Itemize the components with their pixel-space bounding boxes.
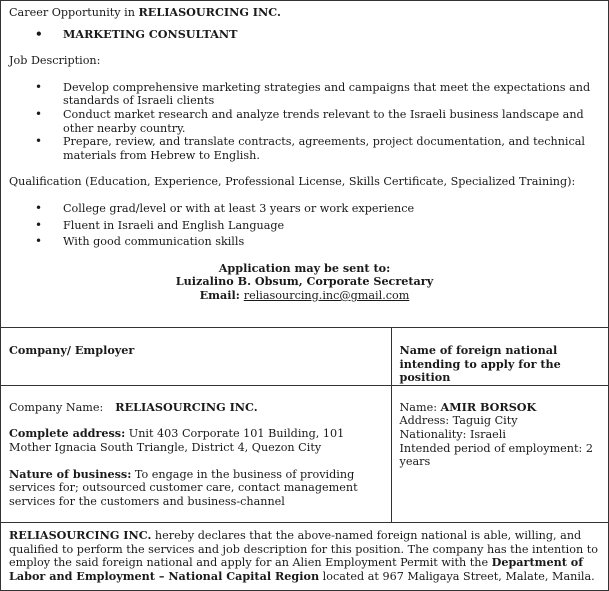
list-item: • With good communication skills — [9, 235, 600, 249]
declaration-company: RELIASOURCING INC. — [9, 528, 152, 542]
email-link[interactable]: reliasourcing.inc@gmail.com — [243, 288, 410, 302]
declaration-footer: RELIASOURCING INC. hereby declares that the above-named foreign national is able, willing, and qualified to perform the services and job description for this position. The company has the intention to employ the said foreign national and apply for an Alien Employment Permit with the Department of Labor and Employment – National Capital Region located at 967 Maligaya Street, Malate, Manila. — [1, 522, 608, 583]
national-name-row: Name: AMIR BORSOK — [399, 399, 537, 414]
position-title: • MARKETING CONSULTANT — [9, 28, 600, 42]
table-row — [1, 328, 608, 386]
employer-details — [1, 385, 391, 522]
application-line2: Luizalino B. Obsum, Corporate Secretary — [175, 274, 434, 289]
business-row: Nature of business: To engage in the business of providing services for; outsourced customer care, contact management services for the customers and business-channel — [9, 466, 358, 508]
application-block — [9, 262, 600, 303]
address-row: Complete address: Unit 403 Corporate 101 Building, 101 Mother Ignacia South Triangle, District 4, Quezon City — [9, 426, 345, 454]
application-email-line: Email: reliasourcing.inc@gmail.com — [199, 287, 410, 302]
foreign-national-details — [391, 385, 608, 522]
national-address: Address: Taguig City — [399, 414, 518, 428]
posting-top-section — [1, 1, 608, 327]
list-item: • Prepare, review, and translate contracts, agreements, project documentation, and technical materials from Hebrew to English. — [9, 135, 600, 162]
employment-period: Intended period of employment: 2 years — [399, 441, 593, 469]
employer-table — [1, 327, 608, 522]
national-nationality: Nationality: Israeli — [399, 427, 506, 441]
company-name-heading: RELIASOURCING INC. — [138, 5, 281, 19]
position-list — [9, 28, 600, 42]
job-description-list — [9, 81, 600, 163]
qualification-label: Qualification (Education, Experience, Professional License, Skills Certificate, Specialized Training): — [9, 175, 576, 189]
company-name-row: Company Name: RELIASOURCING INC. — [9, 399, 258, 414]
list-item: • Develop comprehensive marketing strategies and campaigns that meet the expectations and standards of Israeli clients — [9, 81, 600, 108]
national-name-value: AMIR BORSOK — [440, 399, 537, 414]
application-line1: Application may be sent to: — [218, 260, 391, 275]
qualification-list — [9, 202, 600, 249]
career-line: Career Opportunity in RELIASOURCING INC. — [9, 5, 281, 19]
table-row — [1, 385, 608, 522]
employer-header: Company/ Employer — [1, 328, 391, 386]
foreign-national-header: Name of foreign national intending to apply for the position — [391, 328, 608, 386]
list-item: • Conduct market research and analyze trends relevant to the Israeli business landscape and other nearby country. — [9, 108, 600, 135]
list-item: • College grad/level or with at least 3 years or work experience — [9, 202, 600, 216]
job-description-label: Job Description: — [9, 54, 101, 68]
dole-name: Department of Labor and Employment – National Capital Region — [9, 555, 584, 583]
company-name-value: RELIASOURCING INC. — [115, 399, 258, 414]
list-item: • Fluent in Israeli and English Language — [9, 219, 600, 233]
